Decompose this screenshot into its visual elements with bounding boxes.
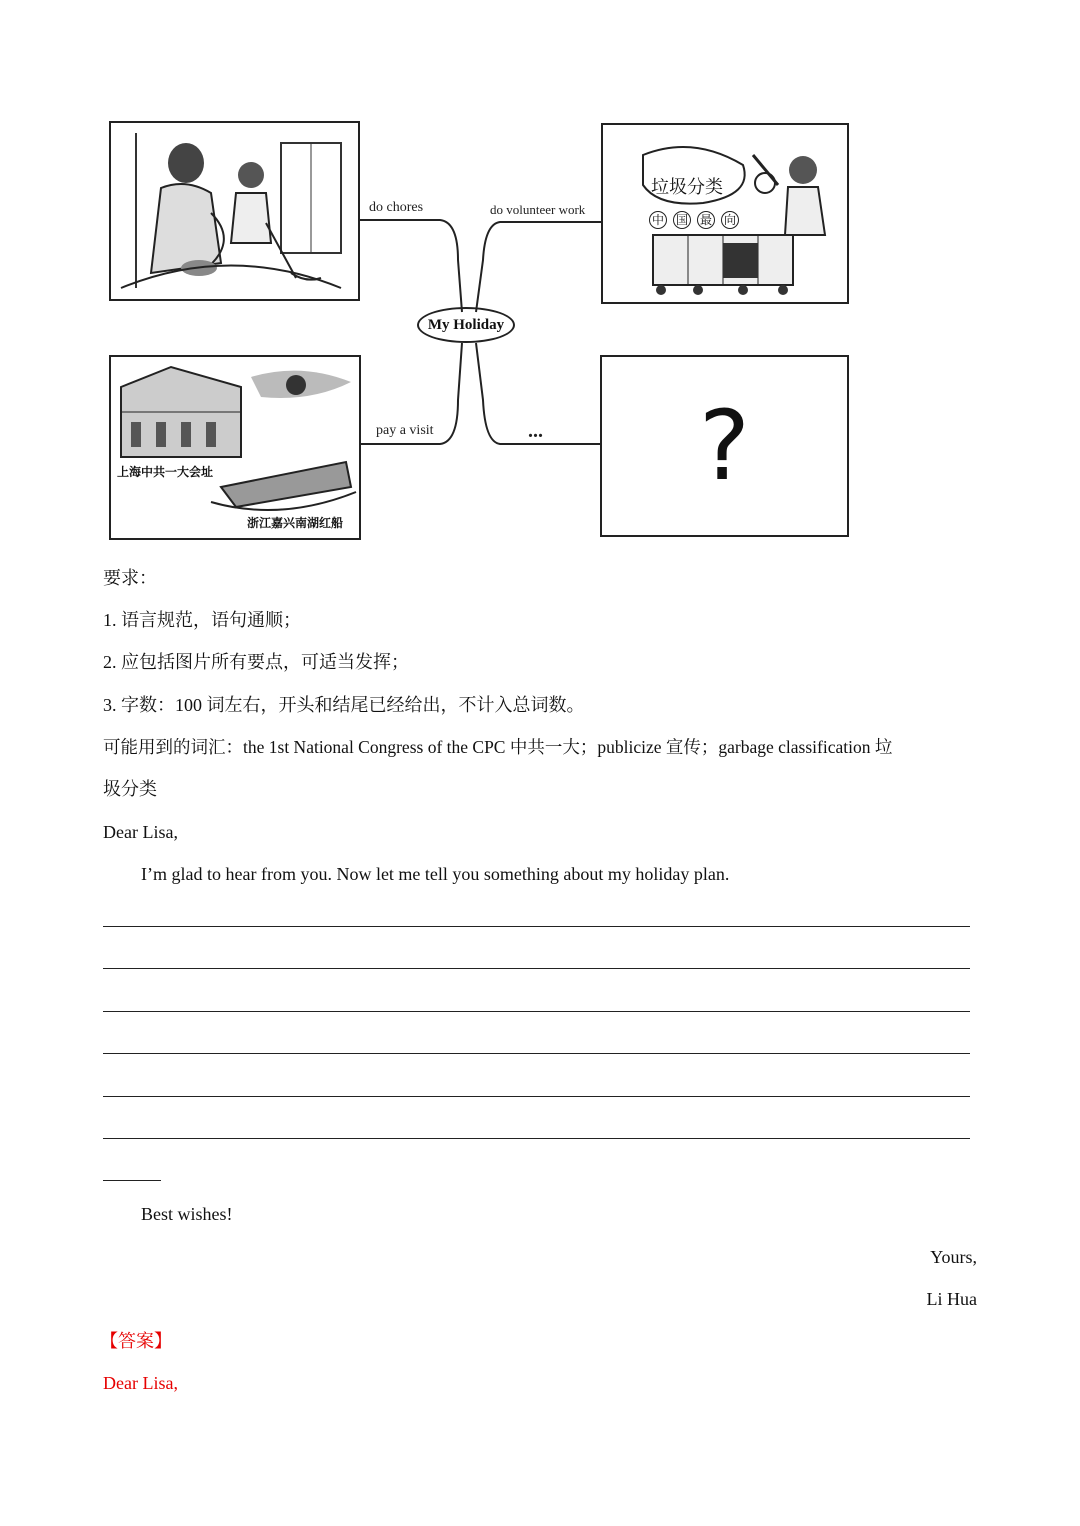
vocab-line: 可能用到的词汇：the 1st National Congress of the CPC 中共一大；publicize 宣传；garbage classification 垃 [103, 737, 893, 757]
letter-closing: Best wishes! [141, 1204, 233, 1224]
poster-char: 向 [721, 211, 739, 229]
writing-line [103, 1011, 970, 1012]
letter-signature: Li Hua [926, 1289, 977, 1309]
boat-caption: 浙江嘉兴南湖红船 [247, 516, 344, 530]
writing-line [103, 926, 970, 927]
branch-pay-a-visit: pay a visit [376, 423, 434, 438]
writing-line [103, 1096, 970, 1097]
poster-chars [649, 211, 739, 229]
writing-line-short [103, 1180, 161, 1181]
requirements-heading: 要求： [103, 568, 157, 588]
requirement-item: 1. 语言规范，语句通顺； [103, 610, 301, 630]
poster-char: 国 [673, 211, 691, 229]
branch-do-chores: do chores [369, 200, 424, 215]
writing-line [103, 1138, 970, 1139]
vocab-line: 圾分类 [103, 779, 157, 799]
branch-do-volunteer-work: do volunteer work [490, 202, 586, 217]
historic-sites-illustration [111, 357, 359, 538]
requirement-item: 3. 字数：100 词左右，开头和结尾已经给出，不计入总词数。 [103, 695, 585, 715]
requirement-item: 2. 应包括图片所有要点，可适当发挥； [103, 652, 409, 672]
picture-pay-a-visit [109, 355, 361, 540]
writing-line [103, 1053, 970, 1054]
letter-yours: Yours, [930, 1247, 977, 1267]
mindmap-center: My Holiday [417, 307, 515, 343]
writing-line [103, 968, 970, 969]
answer-greeting: Dear Lisa, [103, 1373, 178, 1393]
letter-greeting: Dear Lisa, [103, 822, 178, 842]
question-mark: ? [699, 390, 750, 502]
picture-volunteer-work [601, 123, 849, 304]
poster-text: 垃圾分类 [651, 177, 723, 198]
picture-do-chores [109, 121, 360, 301]
site-caption: 上海中共一大会址 [117, 465, 214, 479]
poster-char: 最 [697, 211, 715, 229]
poster-char: 中 [649, 211, 667, 229]
branch-ellipsis: ... [528, 420, 543, 442]
picture-unknown [600, 355, 849, 537]
answer-label: 【答案】 [100, 1331, 172, 1351]
chores-illustration [111, 123, 358, 299]
letter-opening: I’m glad to hear from you. Now let me tell you something about my holiday plan. [141, 864, 730, 884]
